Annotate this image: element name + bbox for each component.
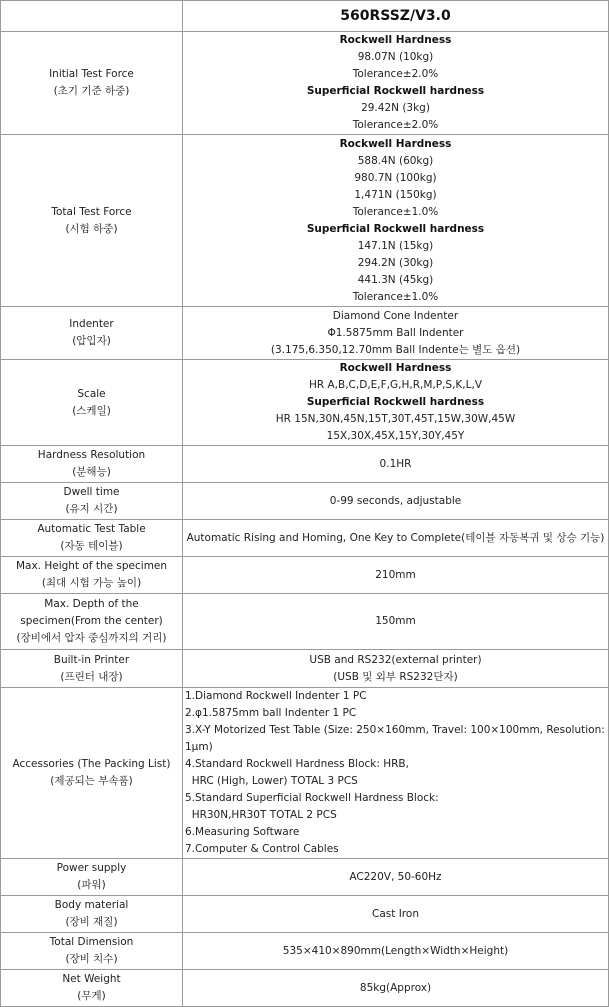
spec-label-ko: (무게): [77, 990, 106, 1002]
spec-value-line: 1,471N (150kg): [354, 188, 437, 201]
spec-value-cell: [183, 307, 609, 360]
spec-value-line: Φ1.5875mm Ball Indenter: [327, 326, 464, 339]
spec-value-line: 0.1HR: [379, 457, 412, 470]
spec-value-line: (3.175,6.350,12.70mm Ball Indente는 별도 옵션): [270, 343, 521, 356]
spec-value-line: 1.Diamond Rockwell Indenter 1 PC: [185, 690, 367, 702]
spec-label-en: Max. Depth of the specimen(From the center): [20, 598, 163, 627]
spec-value-cell: [183, 520, 609, 557]
spec-value-cell: [183, 594, 609, 650]
spec-value-line: Tolerance±1.0%: [352, 205, 439, 218]
spec-value-cell: [183, 557, 609, 594]
spec-label-en: Total Test Force: [51, 205, 132, 218]
spec-label-cell: [1, 520, 183, 557]
spec-value-line: AC220V, 50-60Hz: [349, 870, 442, 883]
spec-row: [1, 446, 609, 483]
spec-label-en: Scale: [77, 387, 106, 400]
spec-label-cell: [1, 859, 183, 896]
spec-label-cell: [1, 483, 183, 520]
spec-label-ko: (파워): [77, 879, 106, 891]
spec-label-en: Net Weight: [62, 973, 121, 985]
spec-value-line: 2.φ1.5875mm ball Indenter 1 PC: [185, 707, 357, 719]
spec-value-heading: Superficial Rockwell hardness: [306, 222, 485, 235]
spec-value-heading: Rockwell Hardness: [339, 362, 452, 374]
spec-row: [1, 32, 609, 135]
spec-label-en: Power supply: [56, 862, 127, 874]
spec-value-line: 7.Computer & Control Cables: [185, 843, 339, 855]
spec-value-cell: [183, 688, 609, 859]
spec-value-line: (USB 및 외부 RS232단자): [333, 670, 458, 683]
spec-label-en: Automatic Test Table: [37, 523, 146, 535]
spec-value-cell: [183, 483, 609, 520]
spec-label-en: Hardness Resolution: [37, 449, 146, 461]
spec-label-ko: (자동 테이블): [60, 540, 123, 552]
spec-label-en: Indenter: [69, 318, 114, 330]
spec-label-ko: (분해능): [72, 466, 111, 478]
spec-value-cell: [183, 650, 609, 688]
spec-value-line: Cast Iron: [372, 907, 419, 920]
spec-value-line: 98.07N (10kg): [357, 51, 434, 63]
spec-label-ko: (스케일): [72, 404, 111, 417]
spec-value-line: 85kg(Approx): [359, 981, 432, 994]
spec-value-line: 0-99 seconds, adjustable: [329, 494, 462, 507]
spec-label-cell: [1, 32, 183, 135]
spec-label-en: Accessories (The Packing List): [12, 758, 171, 770]
spec-row: [1, 933, 609, 970]
spec-value-line: 588.4N (60kg): [357, 154, 434, 167]
spec-label-ko: (장비 재질): [65, 916, 118, 928]
spec-label-cell: [1, 557, 183, 594]
spec-label-cell: [1, 970, 183, 1007]
spec-label-cell: [1, 933, 183, 970]
spec-value-line: USB and RS232(external printer): [309, 653, 482, 666]
spec-row: [1, 483, 609, 520]
spec-label-en: Initial Test Force: [49, 68, 134, 80]
spec-value-heading: Rockwell Hardness: [339, 137, 452, 150]
spec-label-cell: [1, 135, 183, 307]
header-row: [1, 1, 609, 32]
spec-row: [1, 307, 609, 360]
spec-row: [1, 520, 609, 557]
spec-label-ko: (최대 시험 가능 높이): [41, 577, 142, 589]
spec-value-line: 210mm: [375, 568, 416, 581]
spec-value-line: 4.Standard Rockwell Hardness Block: HRB,: [185, 758, 409, 770]
spec-value-line: Automatic Rising and Homing, One Key to Complete(테이블 자동복귀 및 상승 기능): [186, 531, 605, 544]
spec-label-en: Body material: [54, 899, 129, 911]
spec-value-line: 29.42N (3kg): [361, 102, 430, 114]
spec-value-line: Diamond Cone Indenter: [332, 309, 459, 322]
spec-value-cell: [183, 859, 609, 896]
spec-value-cell: [183, 446, 609, 483]
spec-value-cell: [183, 32, 609, 135]
spec-label-ko: (장비에서 압자 중심까지의 거리): [16, 632, 167, 644]
spec-value-line: Tolerance±2.0%: [352, 119, 439, 131]
spec-label-cell: [1, 688, 183, 859]
spec-value-line: Tolerance±2.0%: [352, 68, 439, 80]
spec-row: [1, 896, 609, 933]
spec-value-line: HR30N,HR30T TOTAL 2 PCS: [185, 809, 337, 821]
spec-row: [1, 135, 609, 307]
spec-label-ko: (프린터 내장): [60, 670, 123, 683]
spec-value-cell: [183, 970, 609, 1007]
spec-label-ko: (초기 기준 하중): [53, 85, 130, 97]
spec-value-heading: Rockwell Hardness: [339, 34, 452, 46]
spec-value-line: 15X,30X,45X,15Y,30Y,45Y: [326, 430, 465, 442]
spec-value-cell: [183, 360, 609, 446]
spec-value-line: HR 15N,30N,45N,15T,30T,45T,15W,30W,45W: [275, 413, 516, 425]
spec-value-line: 150mm: [375, 615, 416, 627]
spec-value-line: HRC (High, Lower) TOTAL 3 PCS: [185, 775, 358, 787]
spec-row: [1, 650, 609, 688]
spec-label-cell: [1, 594, 183, 650]
spec-value-line: 294.2N (30kg): [357, 256, 434, 269]
spec-row: [1, 557, 609, 594]
spec-label-cell: [1, 307, 183, 360]
spec-table-body: [1, 1, 609, 1007]
spec-label-ko: (장비 치수): [65, 953, 118, 965]
spec-value-line: 3.X-Y Motorized Test Table (Size: 250×160mm, Travel: 100×100mm, Resolution: 1μm): [185, 724, 605, 753]
spec-value-line: HR A,B,C,D,E,F,G,H,R,M,P,S,K,L,V: [308, 379, 483, 391]
spec-label-en: Built-in Printer: [53, 653, 130, 666]
spec-label-cell: [1, 446, 183, 483]
spec-value-cell: [183, 135, 609, 307]
spec-value-line: Tolerance±1.0%: [352, 290, 439, 303]
spec-value-cell: [183, 933, 609, 970]
spec-value-cell: [183, 896, 609, 933]
spec-value-line: 535×410×890mm(Length×Width×Height): [282, 944, 509, 957]
spec-value-line: 5.Standard Superficial Rockwell Hardness Block:: [185, 792, 439, 804]
spec-label-en: Dwell time: [63, 486, 120, 498]
header-label-cell: [1, 1, 183, 32]
spec-row: [1, 688, 609, 859]
spec-label-ko: (유지 시간): [65, 503, 118, 515]
spec-label-en: Total Dimension: [49, 936, 134, 948]
spec-value-line: 441.3N (45kg): [357, 273, 434, 286]
spec-label-cell: [1, 360, 183, 446]
model-title: 560RSSZ/V3.0: [183, 1, 609, 32]
spec-label-cell: [1, 650, 183, 688]
spec-row: [1, 594, 609, 650]
spec-row: [1, 970, 609, 1007]
spec-value-heading: Superficial Rockwell hardness: [306, 396, 485, 408]
spec-label-ko: (제공되는 부속품): [50, 775, 133, 787]
spec-value-line: 6.Measuring Software: [185, 826, 300, 838]
spec-row: [1, 360, 609, 446]
spec-label-cell: [1, 896, 183, 933]
spec-value-line: 980.7N (100kg): [354, 171, 437, 184]
spec-value-heading: Superficial Rockwell hardness: [306, 85, 485, 97]
spec-row: [1, 859, 609, 896]
spec-label-en: Max. Height of the specimen: [15, 560, 168, 572]
spec-value-line: 147.1N (15kg): [357, 239, 434, 252]
spec-label-ko: (시험 하중): [65, 222, 118, 235]
spec-label-ko: (압입자): [72, 335, 111, 347]
